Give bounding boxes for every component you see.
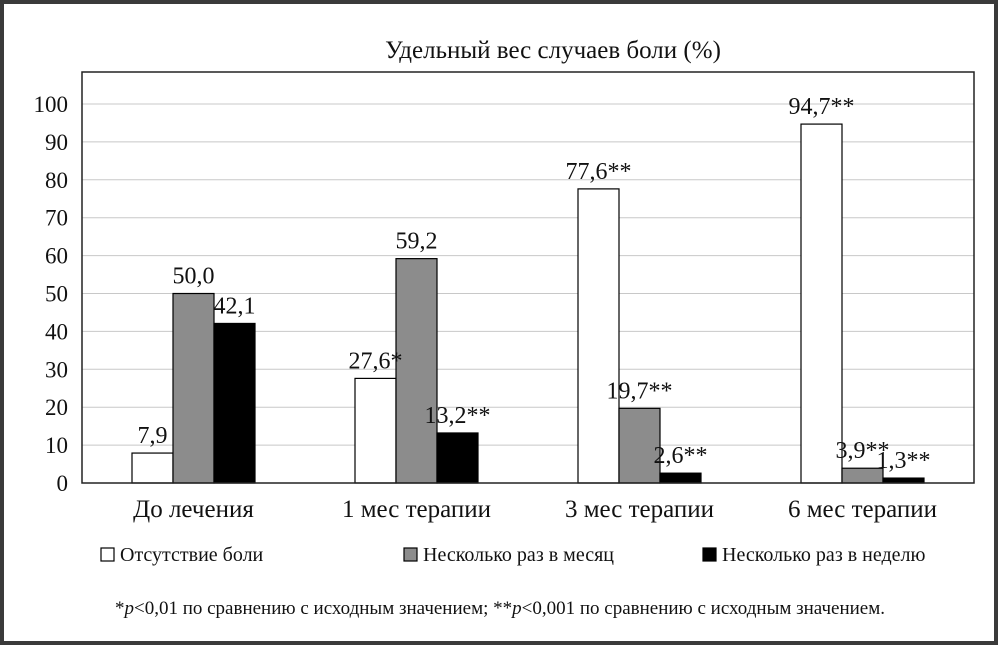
data-label: 59,2 xyxy=(395,228,438,255)
legend-swatch xyxy=(703,548,716,561)
y-tick-label: 0 xyxy=(56,471,68,496)
y-tick-label: 40 xyxy=(45,319,68,345)
bar xyxy=(214,323,255,483)
data-label: 7,9 xyxy=(137,423,168,450)
data-label: 27,6* xyxy=(348,348,403,375)
footnote-star-2: ** xyxy=(493,598,513,619)
footnote-p-1: p xyxy=(124,598,134,619)
y-tick-label: 90 xyxy=(45,129,68,155)
data-label: 13,2** xyxy=(424,402,491,429)
footnote-text-2: <0,001 по сравнению с исходным значением. xyxy=(521,598,886,619)
y-tick-label: 70 xyxy=(45,205,68,231)
legend-swatch xyxy=(404,548,417,561)
data-label: 94,7** xyxy=(788,94,855,121)
legend-swatch xyxy=(101,548,114,561)
y-tick-label: 50 xyxy=(45,281,68,307)
y-tick-label: 100 xyxy=(33,92,68,117)
bar xyxy=(355,378,396,483)
bar xyxy=(437,433,478,483)
x-axis-ticks xyxy=(133,496,937,523)
data-label: 1,3** xyxy=(876,448,931,475)
y-axis-ticks xyxy=(34,92,69,496)
footnote xyxy=(115,598,885,619)
x-tick-label: 3 мес терапии xyxy=(564,496,715,523)
footnote-p-2: p xyxy=(512,598,522,619)
x-tick-label: До лечения xyxy=(133,496,254,523)
footnote-star-1: * xyxy=(114,598,125,619)
x-tick-label: 1 мес терапии xyxy=(341,496,492,523)
bar xyxy=(173,294,214,484)
bar xyxy=(801,124,842,483)
data-label: 77,6** xyxy=(565,158,632,185)
legend xyxy=(101,544,926,566)
data-label: 2,6** xyxy=(653,443,708,470)
y-tick-label: 60 xyxy=(45,243,68,269)
legend-label: Несколько раз в месяц xyxy=(423,544,614,566)
y-tick-label: 10 xyxy=(45,433,68,459)
legend-label: Несколько раз в неделю xyxy=(722,544,926,566)
bar xyxy=(578,189,619,483)
data-label: 3,9** xyxy=(835,438,890,465)
y-tick-label: 80 xyxy=(45,167,68,193)
y-tick-label: 30 xyxy=(45,357,68,383)
bar xyxy=(660,473,701,483)
footnote-text-1: <0,01 по сравнению с исходным значением; xyxy=(133,598,494,619)
chart-title: Удельный вес случаев боли (%) xyxy=(385,37,721,64)
bar xyxy=(132,453,173,483)
x-tick-label: 6 мес терапии xyxy=(787,496,938,523)
legend-label: Отсутствие боли xyxy=(120,544,264,566)
data-label: 42,1 xyxy=(213,293,256,320)
y-tick-label: 20 xyxy=(45,395,68,421)
data-label: 50,0 xyxy=(172,263,215,290)
data-label: 19,7** xyxy=(606,378,673,405)
